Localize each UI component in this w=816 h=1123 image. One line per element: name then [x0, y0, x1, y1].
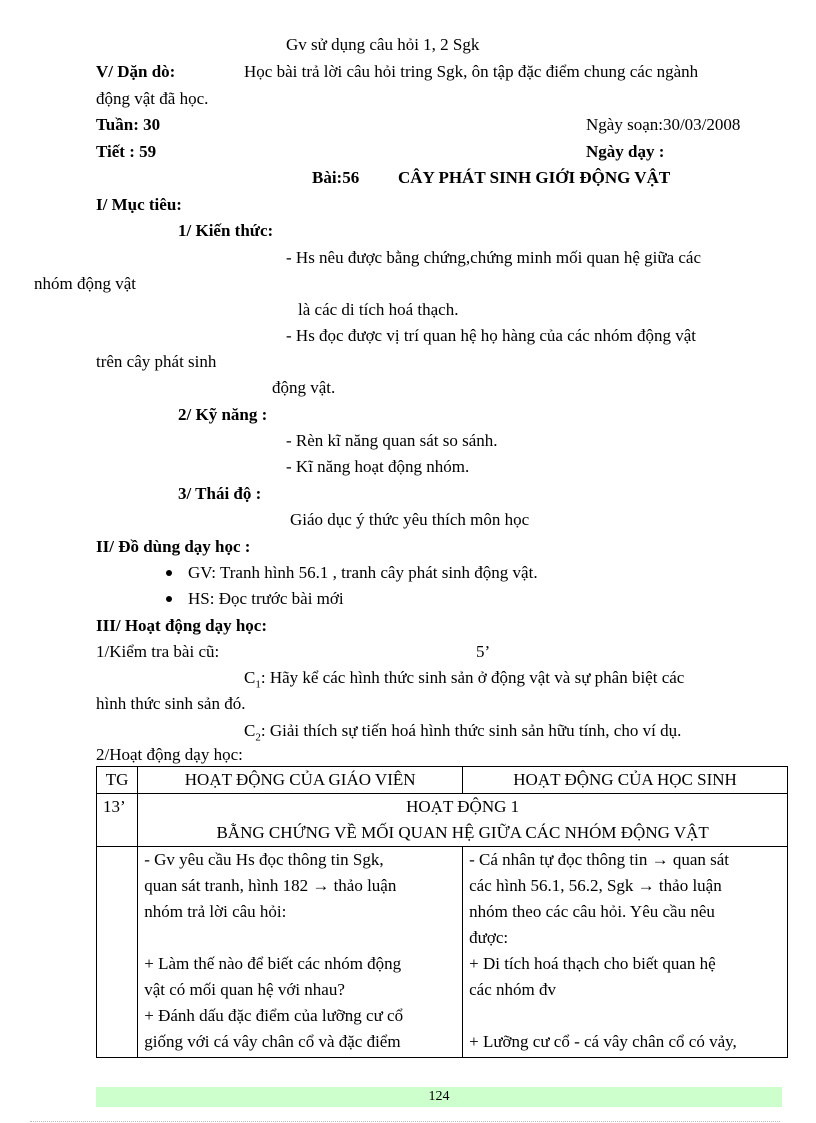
question-2 [244, 721, 681, 747]
section-i-label: I/ Mục tiêu: [96, 195, 182, 214]
student-line: được: [469, 928, 509, 947]
header-student: HOẠT ĐỘNG CỦA HỌC SINH [463, 767, 788, 794]
section-ii-label: II/ Đồ dùng dạy học : [96, 537, 251, 556]
question-1-text: : Hãy kể các hình thức sinh sản ở động vật và sự phân biệt các [260, 668, 685, 687]
skill-item-2: - Kĩ năng hoạt động nhóm. [286, 457, 470, 476]
bullet-gv [166, 570, 172, 576]
lesson-title: CÂY PHÁT SINH GIỚI ĐỘNG VẬT [398, 168, 671, 187]
week-label: Tuần: 30 [96, 115, 161, 134]
student-line: + Lưỡng cư cổ - cá vây chân cổ có vảy, [469, 1032, 737, 1051]
teacher-line: vật có mối quan hệ với nhau? [144, 980, 345, 999]
review-time: 5’ [476, 642, 491, 661]
question-1-index: 1 [255, 678, 261, 691]
materials-teacher: GV: Tranh hình 56.1 , tranh cây phát sinh động vật. [188, 563, 538, 582]
materials-student: HS: Đọc trước bài mới [188, 589, 344, 608]
content-time-cell [97, 847, 138, 1058]
table-row-content [97, 847, 788, 1058]
student-activity-cell [463, 847, 788, 1058]
knowledge-item-1: - Hs nêu được bằng chứng,chứng minh mối quan hệ giữa các [286, 248, 702, 267]
page-number: 124 [428, 1089, 450, 1104]
row-time: 13’ [97, 794, 138, 847]
teach-date: Ngày dạy : [586, 142, 665, 161]
prep-date: Ngày soạn:30/03/2008 [586, 115, 741, 134]
teacher-line: + Đánh dấu đặc điểm của lưỡng cư cổ [144, 1006, 404, 1025]
teacher-activity-cell [138, 847, 463, 1058]
review-heading: 1/Kiểm tra bài cũ: [96, 642, 220, 661]
attitude-heading: 3/ Thái độ : [178, 484, 262, 503]
section-v-text: Học bài trả lời câu hỏi tring Sgk, ôn tập đặc điểm chung các ngành [244, 62, 699, 81]
page-footer [96, 1087, 782, 1107]
teacher-line: quan sát tranh, hình 182 → thảo luận [144, 876, 397, 895]
teacher-line: + Làm thế nào để biết các nhóm động [144, 954, 402, 973]
skills-heading: 2/ Kỹ năng : [178, 405, 268, 424]
question-2-index: 2 [255, 731, 261, 744]
teacher-line [144, 925, 456, 951]
activity-title: HOẠT ĐỘNG 1 [406, 797, 520, 816]
section-v-label: V/ Dặn dò: [96, 62, 176, 81]
knowledge-item-1-end: là các di tích hoá thạch. [298, 300, 459, 319]
student-line: các nhóm đv [469, 980, 556, 999]
table-header-row [97, 767, 788, 794]
question-1-cont: hình thức sinh sản đó. [96, 694, 246, 713]
attitude-item: Giáo dục ý thức yêu thích môn học [290, 510, 530, 529]
teacher-line: giống với cá vây chân cổ và đặc điểm [144, 1032, 401, 1051]
question-2-text: : Giải thích sự tiến hoá hình thức sinh sản hữu tính, cho ví dụ. [260, 721, 682, 740]
student-line: nhóm theo các câu hỏi. Yêu cầu nêu [469, 902, 715, 921]
question-1 [244, 668, 684, 694]
activity-subtitle: BẰNG CHỨNG VỀ MỐI QUAN HỆ GIỮA CÁC NHÓM ĐỘNG VẬT [216, 823, 709, 842]
table-row-activity-title [97, 794, 788, 847]
lesson-activity-table [96, 766, 788, 1058]
bullet-hs [166, 596, 172, 602]
teacher-line: - Gv yêu cầu Hs đọc thông tin Sgk, [144, 850, 384, 869]
knowledge-item-2-cont: trên cây phát sinh [96, 352, 217, 371]
footer-divider [30, 1121, 780, 1122]
student-line: các hình 56.1, 56.2, Sgk → thảo luận [469, 876, 722, 895]
activity-title-cell [138, 794, 788, 847]
period-label: Tiết : 59 [96, 142, 157, 161]
lesson-number: Bài:56 [312, 168, 360, 187]
skill-item-1: - Rèn kĩ năng quan sát so sánh. [286, 431, 498, 450]
student-line: - Cá nhân tự đọc thông tin → quan sát [469, 850, 730, 869]
student-line [469, 1003, 781, 1029]
question-2-letter: C [244, 721, 256, 740]
section-v-text-cont: động vật đã học. [96, 89, 209, 108]
knowledge-heading: 1/ Kiến thức: [178, 221, 274, 240]
student-line: + Di tích hoá thạch cho biết quan hệ [469, 954, 716, 973]
section-iii-label: III/ Hoạt động dạy học: [96, 616, 267, 635]
header-teacher: HOẠT ĐỘNG CỦA GIÁO VIÊN [138, 767, 463, 794]
question-1-letter: C [244, 668, 256, 687]
activities-heading: 2/Hoạt động dạy học: [96, 745, 243, 764]
knowledge-item-1-cont: nhóm động vật [34, 274, 136, 293]
intro-line: Gv sử dụng câu hỏi 1, 2 Sgk [286, 35, 480, 54]
header-time: TG [97, 767, 138, 794]
knowledge-item-2-end: động vật. [272, 378, 336, 397]
teacher-line: nhóm trả lời câu hỏi: [144, 902, 287, 921]
knowledge-item-2: - Hs đọc được vị trí quan hệ họ hàng của các nhóm động vật [286, 326, 697, 345]
